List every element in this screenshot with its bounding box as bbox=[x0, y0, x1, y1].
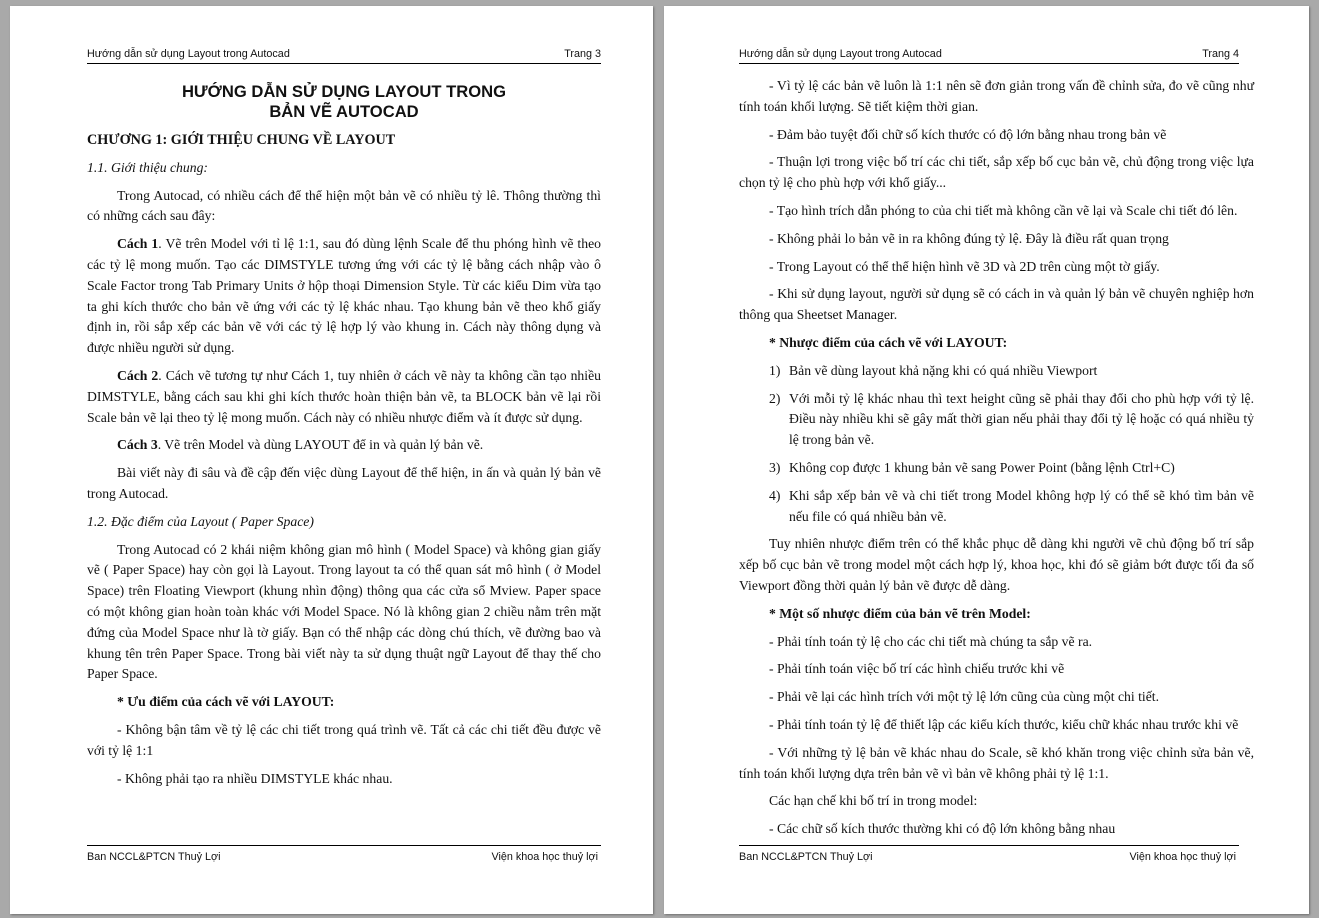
page-number: Trang 3 bbox=[564, 48, 601, 60]
page-header bbox=[87, 48, 601, 64]
advantage-item: - Thuận lợi trong việc bố trí các chi tiết, sắp xếp bố cục bản vẽ, chủ động trong việc lựa chọn tỷ lệ cho phù hợp với khổ giấy... bbox=[739, 154, 1254, 191]
page-body bbox=[739, 76, 1254, 847]
advantage-item: - Trong Layout có thể thể hiện hình vẽ 3D và 2D trên cùng một tờ giấy. bbox=[769, 258, 1160, 274]
item-number: 4) bbox=[769, 487, 781, 503]
page-header bbox=[739, 48, 1239, 64]
advantage-item: - Không phải tạo ra nhiều DIMSTYLE khác nhau. bbox=[117, 770, 393, 786]
model-item: - Các chữ số kích thước thường khi có độ lớn không bằng nhau bbox=[769, 821, 1116, 837]
section-heading-1-2: 1.2. Đặc điểm của Layout ( Paper Space) bbox=[87, 513, 314, 529]
item-text: Bản vẽ dùng layout khả nặng khi có quá nhiều Viewport bbox=[789, 362, 1098, 378]
footer-left: Ban NCCL&PTCN Thuỷ Lợi bbox=[739, 851, 873, 863]
page-number: Trang 4 bbox=[1202, 48, 1239, 60]
paragraph-cach-2 bbox=[87, 366, 601, 428]
cach-2-label: Cách 2 bbox=[117, 367, 159, 383]
section-heading-1-1: 1.1. Giới thiệu chung: bbox=[87, 159, 208, 175]
footer-left: Ban NCCL&PTCN Thuỷ Lợi bbox=[87, 851, 221, 863]
disadvantages-heading: * Nhược điểm của cách vẽ với LAYOUT: bbox=[769, 334, 1008, 350]
numbered-item bbox=[769, 389, 1254, 451]
advantage-item: - Không bận tâm về tỷ lệ các chi tiết trong quá trình vẽ. Tất cả các chi tiết đều được vẽ với tỷ lệ 1:1 bbox=[87, 721, 601, 758]
item-number: 3) bbox=[769, 459, 781, 475]
cach-1-text: . Vẽ trên Model với tỉ lệ 1:1, sau đó dùng lệnh Scale để thu phóng hình vẽ theo các tỷ lệ mong muốn. Tạo các DIMSTYLE tương ứng với các tỷ lệ bằng cách nhập vào ô Scale Factor trong Tab Primary Units ở hộp thoại Dimension Style. Từ các kiểu Dim vừa tạo ta ghi kích thước cho bản vẽ ứng với các tỷ lệ khác nhau. Tạo khung bản vẽ theo khổ giấy định in, rồi sắp xếp các bản vẽ với các tỷ lệ hợp lý vào khung in. Cách này thông dụng và được nhiều người sử dụng. bbox=[87, 236, 601, 356]
paragraph-however: Tuy nhiên nhược điểm trên có thể khắc phục dễ dàng khi người vẽ chủ động bố trí sắp xếp bố cục bản vẽ trong model một cách hợp lý, khoa học, khi đó sẽ giảm bớt được tối đa số Viewport đồng thời quản lý bản vẽ được dễ dàng. bbox=[739, 536, 1254, 593]
advantage-item: - Khi sử dụng layout, người sử dụng sẽ có cách in và quản lý bản vẽ chuyên nghiệp hơn thông qua Sheetset Manager. bbox=[739, 286, 1254, 323]
numbered-item bbox=[769, 486, 1254, 528]
model-item: - Với những tỷ lệ bản vẽ khác nhau do Scale, sẽ khó khăn trong việc chỉnh sửa bản vẽ, tính toán khối lượng dựa trên bản vẽ vì bản vẽ không phải tỷ lệ 1:1. bbox=[739, 744, 1254, 781]
advantage-item: - Vì tỷ lệ các bản vẽ luôn là 1:1 nên sẽ đơn giản trong vấn đề chỉnh sửa, đo vẽ cũng như tính toán khối lượng. Sẽ tiết kiệm thời gian. bbox=[739, 78, 1254, 114]
model-item: - Phải tính toán tỷ lệ cho các chi tiết mà chúng ta sắp vẽ ra. bbox=[769, 633, 1093, 649]
item-text: Với mỗi tỷ lệ khác nhau thì text height cũng sẽ phải thay đổi cho phù hợp với tỷ lệ. Điều này nhiều khi sẽ gây mất thời gian nếu phải thay đổi tỷ lệ hoặc có quá nhiều tỷ lệ trong bản vẽ. bbox=[789, 390, 1254, 448]
page-4 bbox=[664, 6, 1309, 914]
advantages-heading: * Ưu điểm của cách vẽ với LAYOUT: bbox=[117, 694, 335, 710]
advantage-item: - Đảm bảo tuyệt đối chữ số kích thước có độ lớn bằng nhau trong bản vẽ bbox=[769, 126, 1167, 142]
paragraph-intro: Trong Autocad, có nhiều cách để thể hiện một bản vẽ có nhiều tỷ lê. Thông thường thì có những cách sau đây: bbox=[87, 187, 601, 224]
chapter-heading: CHƯƠNG 1: GIỚI THIỆU CHUNG VỀ LAYOUT bbox=[87, 132, 396, 148]
title-line-2: BẢN VẼ AUTOCAD bbox=[269, 102, 419, 121]
page-footer bbox=[739, 845, 1239, 863]
footer-right: Viện khoa học thuỷ lợi bbox=[491, 851, 598, 863]
document-title bbox=[87, 82, 601, 122]
page-footer bbox=[87, 845, 601, 863]
paragraph-article: Bài viết này đi sâu và đề cập đến việc dùng Layout để thể hiện, in ấn và quản lý bản vẽ trong Autocad. bbox=[87, 465, 601, 501]
page-3 bbox=[10, 6, 653, 914]
print-limits-heading: Các hạn chế khi bố trí in trong model: bbox=[769, 793, 978, 809]
paragraph-paper-space: Trong Autocad có 2 khái niệm không gian mô hình ( Model Space) và không gian giấy vẽ ( Paper Space) hay còn gọi là Layout. Trong layout ta có thể quan sát mô hình ( ở Model Space) trên Floating Viewport (khung nhìn động) thông qua các cửa sổ Mview. Paper space có một không gian hoàn toàn khác với Model Space. Nó là không gian 2 chiều nằm trên mặt đứng của Model Space như là tờ giấy. Bạn có thể nhập các dòng chú thích, vẽ đường bao và khung tên trên Paper Space. Trong bài viết này ta sử dụng thuật ngữ Layout để thay thế cho Paper Space. bbox=[87, 541, 601, 682]
paragraph-cach-1 bbox=[87, 234, 601, 359]
cach-1-label: Cách 1 bbox=[117, 236, 159, 252]
page-body bbox=[87, 76, 601, 796]
footer-right: Viện khoa học thuỷ lợi bbox=[1129, 851, 1236, 863]
numbered-item bbox=[769, 458, 1254, 479]
cach-3-text: . Vẽ trên Model và dùng LAYOUT để in và quản lý bản vẽ. bbox=[157, 437, 484, 453]
item-number: 1) bbox=[769, 362, 781, 378]
header-title: Hướng dẫn sử dụng Layout trong Autocad bbox=[87, 48, 290, 60]
numbered-item bbox=[769, 361, 1254, 382]
advantage-item: - Không phải lo bản vẽ in ra không đúng tỷ lệ. Đây là điều rất quan trọng bbox=[769, 230, 1169, 246]
advantage-item: - Tạo hình trích dẫn phóng to của chi tiết mà không cần vẽ lại và Scale chi tiết đó lên. bbox=[769, 202, 1238, 218]
model-item: - Phải tính toán tỷ lệ để thiết lập các kiểu kích thước, kiểu chữ khác nhau trước khi vẽ bbox=[769, 716, 1239, 732]
item-text: Không cop được 1 khung bản vẽ sang Power Point (bằng lệnh Ctrl+C) bbox=[789, 459, 1175, 475]
title-line-1: HƯỚNG DẪN SỬ DỤNG LAYOUT TRONG bbox=[181, 82, 507, 101]
cach-3-label: Cách 3 bbox=[117, 437, 158, 453]
paragraph-cach-3 bbox=[87, 435, 601, 456]
model-disadvantages-heading: * Một số nhược điểm của bản vẽ trên Model: bbox=[769, 605, 1031, 621]
model-item: - Phải tính toán việc bố trí các hình chiếu trước khi vẽ bbox=[769, 661, 1065, 677]
item-number: 2) bbox=[769, 390, 781, 406]
model-item: - Phải vẽ lại các hình trích với một tỷ lệ lớn cũng của cùng một chi tiết. bbox=[769, 689, 1160, 705]
header-title: Hướng dẫn sử dụng Layout trong Autocad bbox=[739, 48, 942, 60]
cach-2-text: . Cách vẽ tương tự như Cách 1, tuy nhiên ở cách vẽ này ta không cần tạo nhiều DIMSTYLE, bằng cách sau khi ghi kích thước hoàn thiện bản vẽ, ta BLOCK bản vẽ lại rồi Scale bản vẽ lại theo tỷ lệ mong muốn. Cách này có nhiều nhược điểm và ít được sử dụng. bbox=[87, 367, 601, 425]
item-text: Khi sắp xếp bản vẽ và chi tiết trong Model không hợp lý có thể sẽ khó tìm bản vẽ nếu file có quá nhiều bản vẽ. bbox=[789, 487, 1254, 524]
